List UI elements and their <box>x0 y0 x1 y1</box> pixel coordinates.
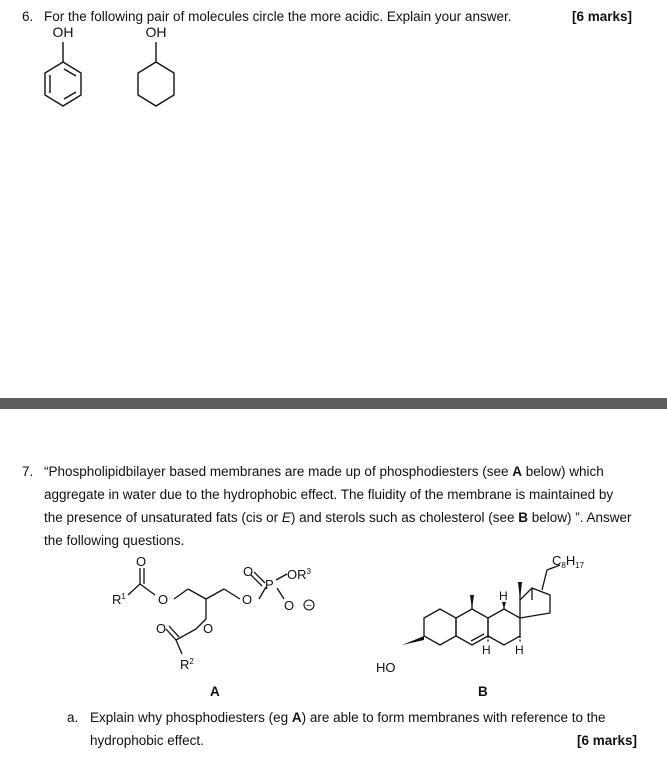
side-chain-label: $C_8H_{17}$ <box>552 553 585 570</box>
hydrogen-label-1: H <box>499 589 508 603</box>
phenol-oh-label: OH <box>52 24 74 40</box>
cyclohexanol-structure <box>128 22 188 122</box>
part-a-marks: [6 marks] <box>577 733 638 748</box>
ester-oxygen-2: O <box>203 621 214 636</box>
r1-label: $R^1$ <box>112 592 126 607</box>
q7-line-2: aggregate in water due to the hydrophobic effect. The fluidity of the membrane is maintained by <box>44 487 614 502</box>
part-a-line-2: hydrophobic effect. <box>90 733 204 748</box>
negative-charge: − <box>306 601 312 612</box>
hydrogen-label-2: H <box>482 643 491 657</box>
section-divider <box>0 398 667 409</box>
structure-b-cholesterol <box>372 550 602 680</box>
q7-line-4: the following questions. <box>44 533 185 548</box>
q6-marks: [6 marks] <box>572 9 633 24</box>
bridging-oxygen: O <box>242 592 253 607</box>
phosphorus-atom: P <box>265 577 274 592</box>
r2-label: $R^2$ <box>180 657 194 672</box>
or3-label: $OR^3$ <box>287 567 311 582</box>
part-a-letter: a. <box>67 710 79 725</box>
phenol-structure <box>43 22 93 122</box>
structure-a-label: A <box>210 684 220 699</box>
carbonyl-oxygen: O <box>136 554 147 569</box>
q7-line-1: “Phospholipidbilayer based membranes are made up of phosphodiesters (see A below) which <box>44 464 604 479</box>
structure-b-label: B <box>478 684 488 699</box>
structure-a-phosphodiester <box>100 552 350 682</box>
carbonyl-oxygen-2: O <box>156 621 167 636</box>
cyclohexanol-oh-label: OH <box>145 24 167 40</box>
anionic-oxygen: O <box>284 598 295 613</box>
q6-number: 6. <box>22 9 34 24</box>
q7-line-3: the presence of unsaturated fats (cis or E) and sterols such as cholesterol (see B below) ”. Answer <box>44 510 632 525</box>
phosphoryl-oxygen: O <box>243 564 254 579</box>
part-a-line-1: Explain why phosphodiesters (eg A) are able to form membranes with reference to the <box>90 710 606 725</box>
hydroxyl-label: HO <box>376 660 396 675</box>
ester-oxygen-1: O <box>158 592 169 607</box>
q7-number: 7. <box>22 464 34 479</box>
q6-question-text: For the following pair of molecules circle the more acidic. Explain your answer. <box>44 9 512 24</box>
hydrogen-label-3: H <box>515 643 524 657</box>
